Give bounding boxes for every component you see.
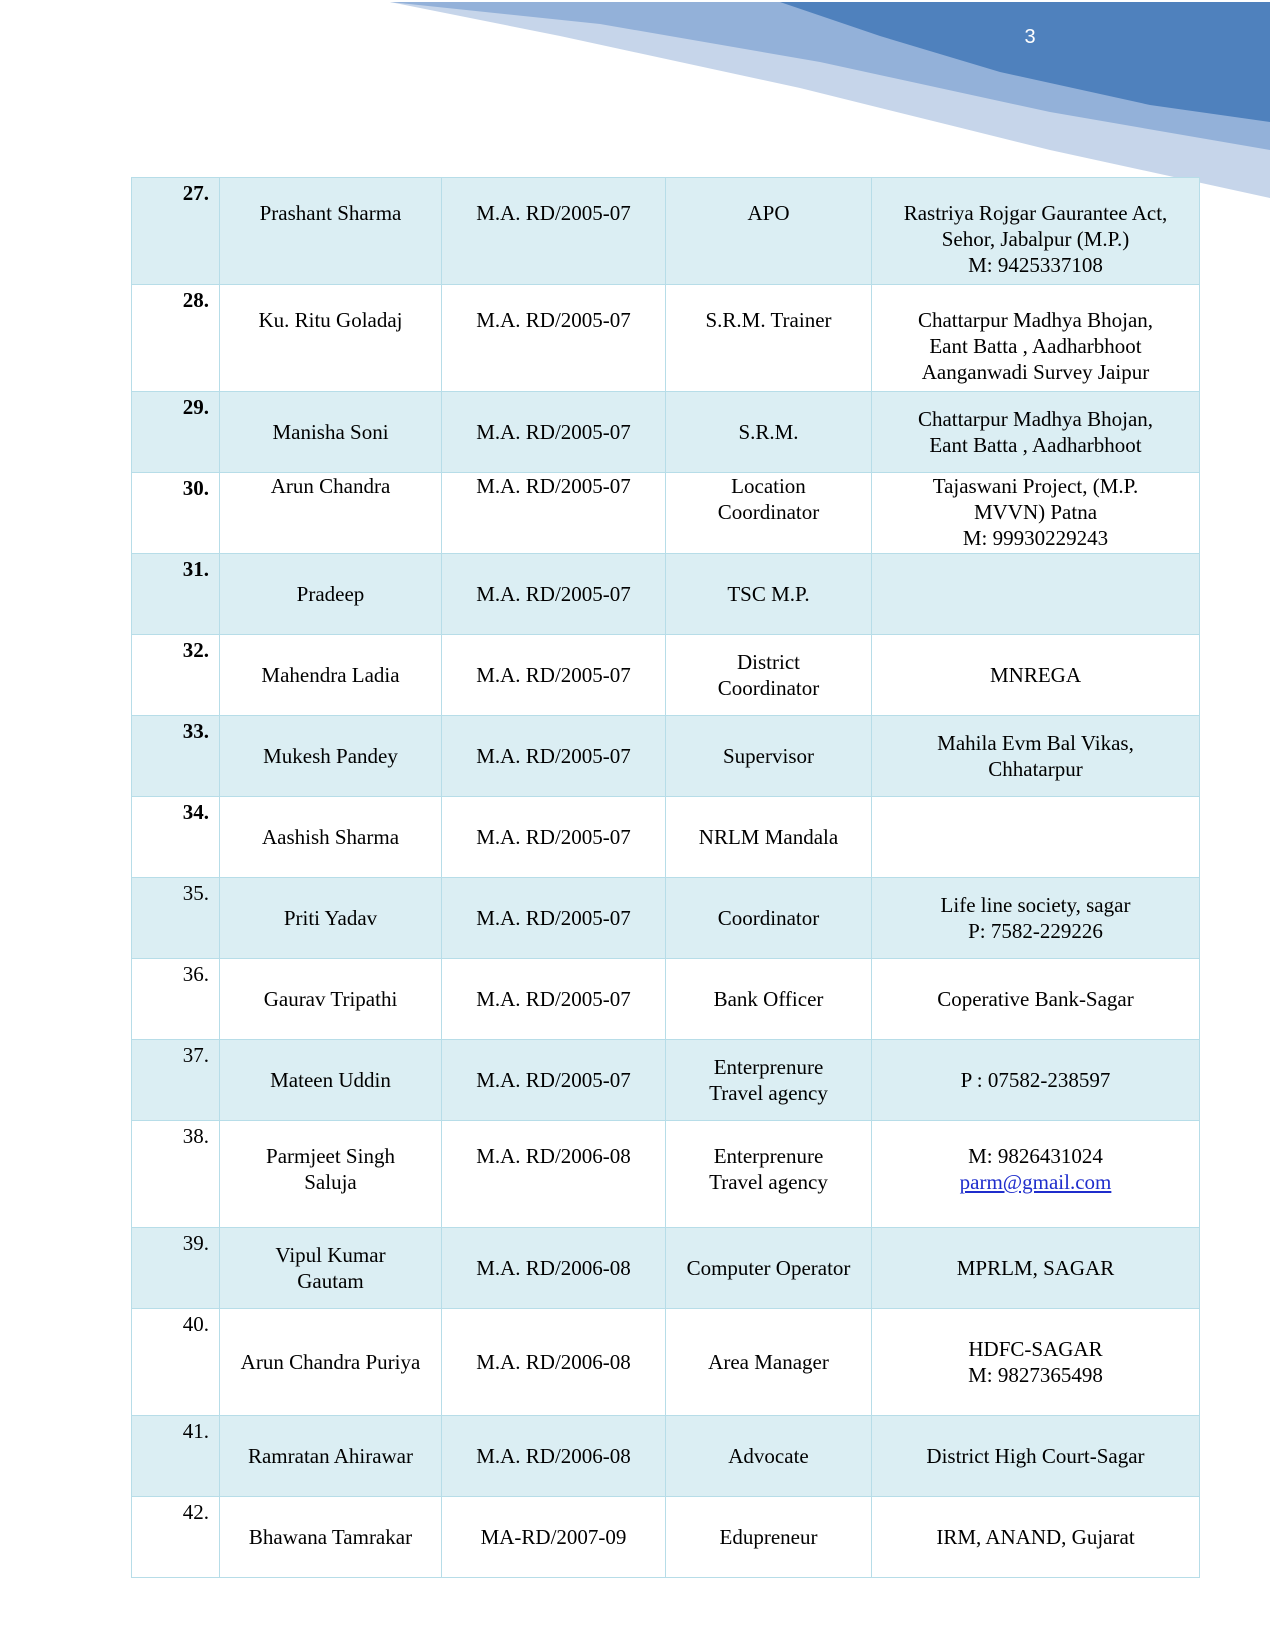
- cell-line: Ramratan Ahirawar: [247, 1444, 414, 1468]
- cell-line: MVVN) Patna: [973, 500, 1098, 524]
- serial-number: 39.: [132, 1228, 220, 1309]
- cell-line: Arun Chandra: [270, 474, 391, 498]
- organization: [872, 554, 1200, 635]
- cell-line: M: 99930229243: [962, 526, 1109, 550]
- course-batch: M.A. RD/2005-07: [442, 716, 666, 797]
- table-row: [132, 178, 1200, 285]
- cell-line: Mahila Evm Bal Vikas,: [937, 731, 1134, 755]
- organization: [872, 878, 1200, 959]
- alumni-name: [220, 959, 442, 1040]
- cell-line: Ku. Ritu Goladaj: [258, 308, 403, 332]
- cell-line: Edupreneur: [719, 1525, 818, 1549]
- cell-line: Tajaswani Project, (M.P.: [932, 474, 1139, 498]
- organization: [872, 1497, 1200, 1578]
- cell-line: P : 07582-238597: [960, 1068, 1111, 1092]
- cell-line: TSC M.P.: [727, 582, 810, 606]
- table-row: [132, 473, 1200, 554]
- course-batch: M.A. RD/2005-07: [442, 1040, 666, 1121]
- cell-line: Bhawana Tamrakar: [248, 1525, 413, 1549]
- alumni-name: [220, 178, 442, 285]
- serial-number: 27.: [132, 178, 220, 285]
- table-row: [132, 1228, 1200, 1309]
- course-batch: M.A. RD/2005-07: [442, 797, 666, 878]
- cell-line: Prashant Sharma: [259, 201, 402, 225]
- cell-line: S.R.M.: [738, 420, 799, 444]
- cell-line: Enterprenure: [713, 1144, 824, 1168]
- cell-line: MNREGA: [989, 663, 1081, 687]
- cell-line: District: [737, 650, 800, 674]
- table-row: [132, 1416, 1200, 1497]
- cell-line: Eant Batta , Aadharbhoot: [929, 334, 1142, 358]
- cell-line: APO: [747, 201, 790, 225]
- cell-line: Manisha Soni: [272, 420, 389, 444]
- cell-line: Pradeep: [296, 582, 365, 606]
- cell-line: Coordinator: [717, 676, 820, 700]
- organization: [872, 285, 1200, 392]
- organization: [872, 716, 1200, 797]
- alumni-name: [220, 554, 442, 635]
- page-number: 3: [1024, 26, 1036, 48]
- alumni-table: [131, 177, 1200, 1578]
- designation: [666, 285, 872, 392]
- course-batch: M.A. RD/2005-07: [442, 554, 666, 635]
- organization: [872, 178, 1200, 285]
- cell-line: Rastriya Rojgar Gaurantee Act,: [903, 201, 1168, 225]
- cell-line: Bank Officer: [713, 987, 824, 1011]
- alumni-name: [220, 1497, 442, 1578]
- cell-line: Chattarpur Madhya Bhojan,: [917, 407, 1154, 431]
- serial-number: 29.: [132, 392, 220, 473]
- table-row: [132, 392, 1200, 473]
- cell-line: MPRLM, SAGAR: [956, 1256, 1115, 1280]
- table-row: [132, 1497, 1200, 1578]
- serial-number: 28.: [132, 285, 220, 392]
- cell-line: Aashish Sharma: [261, 825, 400, 849]
- designation: [666, 473, 872, 554]
- serial-number: 37.: [132, 1040, 220, 1121]
- table-row: [132, 554, 1200, 635]
- organization: [872, 635, 1200, 716]
- cell-line: M: 9425337108: [968, 253, 1103, 277]
- serial-number: 41.: [132, 1416, 220, 1497]
- cell-line: IRM, ANAND, Gujarat: [936, 1525, 1135, 1549]
- alumni-name: [220, 392, 442, 473]
- designation: [666, 716, 872, 797]
- designation: [666, 1040, 872, 1121]
- table-row: [132, 797, 1200, 878]
- cell-line: Advocate: [728, 1444, 809, 1468]
- cell-line: Area Manager: [708, 1350, 829, 1374]
- cell-line: Parmjeet Singh: [266, 1144, 395, 1168]
- designation: [666, 392, 872, 473]
- cell-line: M: 9827365498: [968, 1363, 1103, 1387]
- alumni-name: [220, 1121, 442, 1228]
- cell-line: Mukesh Pandey: [263, 744, 398, 768]
- alumni-name: [220, 878, 442, 959]
- serial-number: 33.: [132, 716, 220, 797]
- email-link[interactable]: parm@gmail.com: [959, 1170, 1112, 1194]
- cell-line: Eant Batta , Aadharbhoot: [929, 433, 1142, 457]
- cell-line: M: 9826431024: [968, 1144, 1103, 1168]
- serial-number: 36.: [132, 959, 220, 1040]
- alumni-name: [220, 1416, 442, 1497]
- designation: [666, 959, 872, 1040]
- cell-line: Chattarpur Madhya Bhojan,: [917, 308, 1154, 332]
- table-row: [132, 1121, 1200, 1228]
- cell-line: Chhatarpur: [988, 757, 1083, 781]
- designation: [666, 797, 872, 878]
- alumni-name: [220, 285, 442, 392]
- alumni-name: [220, 473, 442, 554]
- cell-line: Location: [731, 474, 806, 498]
- designation: [666, 1416, 872, 1497]
- cell-line: S.R.M. Trainer: [705, 308, 832, 332]
- course-batch: M.A. RD/2006-08: [442, 1309, 666, 1416]
- cell-line: Arun Chandra Puriya: [240, 1350, 421, 1374]
- table-row: [132, 1040, 1200, 1121]
- cell-line: Mahendra Ladia: [261, 663, 400, 687]
- serial-number: 35.: [132, 878, 220, 959]
- cell-line: Life line society, sagar: [940, 893, 1131, 917]
- cell-line: Gautam: [297, 1269, 364, 1293]
- course-batch: M.A. RD/2005-07: [442, 959, 666, 1040]
- course-batch: M.A. RD/2006-08: [442, 1121, 666, 1228]
- organization: [872, 1121, 1200, 1228]
- organization: [872, 473, 1200, 554]
- organization: [872, 1040, 1200, 1121]
- serial-number: 32.: [132, 635, 220, 716]
- designation: [666, 1228, 872, 1309]
- course-batch: M.A. RD/2005-07: [442, 392, 666, 473]
- organization: [872, 1309, 1200, 1416]
- serial-number: 42.: [132, 1497, 220, 1578]
- cell-line: Vipul Kumar: [275, 1243, 386, 1267]
- cell-line: Travel agency: [709, 1081, 828, 1105]
- cell-line: Sehor, Jabalpur (M.P.): [941, 227, 1130, 251]
- alumni-name: [220, 1228, 442, 1309]
- organization: [872, 392, 1200, 473]
- course-batch: M.A. RD/2005-07: [442, 878, 666, 959]
- table-row: [132, 635, 1200, 716]
- cell-line: NRLM Mandala: [698, 825, 839, 849]
- table-row: [132, 878, 1200, 959]
- cell-line: Priti Yadav: [283, 906, 378, 930]
- alumni-name: [220, 1040, 442, 1121]
- cell-line: P: 7582-229226: [968, 919, 1103, 943]
- serial-number: 31.: [132, 554, 220, 635]
- designation: [666, 878, 872, 959]
- organization: [872, 1228, 1200, 1309]
- course-batch: M.A. RD/2005-07: [442, 285, 666, 392]
- course-batch: MA-RD/2007-09: [442, 1497, 666, 1578]
- designation: [666, 1121, 872, 1228]
- alumni-name: [220, 716, 442, 797]
- table-row: [132, 285, 1200, 392]
- course-batch: M.A. RD/2006-08: [442, 1416, 666, 1497]
- cell-line: District High Court-Sagar: [926, 1444, 1145, 1468]
- course-batch: M.A. RD/2006-08: [442, 1228, 666, 1309]
- cell-line: Enterprenure: [713, 1055, 824, 1079]
- serial-number: 30.: [132, 473, 220, 554]
- serial-number: 40.: [132, 1309, 220, 1416]
- cell-line: Aanganwadi Survey Jaipur: [921, 360, 1150, 384]
- designation: [666, 1497, 872, 1578]
- cell-line: Coordinator: [717, 500, 820, 524]
- cell-line: Coordinator: [717, 906, 820, 930]
- cell-line: Saluja: [304, 1170, 357, 1194]
- alumni-name: [220, 797, 442, 878]
- table-row: [132, 959, 1200, 1040]
- organization: [872, 959, 1200, 1040]
- serial-number: 34.: [132, 797, 220, 878]
- table-row: [132, 716, 1200, 797]
- designation: [666, 1309, 872, 1416]
- designation: [666, 554, 872, 635]
- course-batch: M.A. RD/2005-07: [442, 635, 666, 716]
- cell-line: Mateen Uddin: [270, 1068, 391, 1092]
- serial-number: 38.: [132, 1121, 220, 1228]
- course-batch: M.A. RD/2005-07: [442, 178, 666, 285]
- alumni-name: [220, 635, 442, 716]
- cell-line: Travel agency: [709, 1170, 828, 1194]
- designation: [666, 635, 872, 716]
- cell-line: Supervisor: [723, 744, 814, 768]
- cell-line: Computer Operator: [686, 1256, 851, 1280]
- cell-line: Coperative Bank-Sagar: [937, 987, 1134, 1011]
- course-batch: M.A. RD/2005-07: [442, 473, 666, 554]
- table-row: [132, 1309, 1200, 1416]
- cell-line: HDFC-SAGAR: [968, 1337, 1103, 1361]
- designation: [666, 178, 872, 285]
- alumni-name: [220, 1309, 442, 1416]
- organization: [872, 797, 1200, 878]
- organization: [872, 1416, 1200, 1497]
- cell-line: Gaurav Tripathi: [263, 987, 398, 1011]
